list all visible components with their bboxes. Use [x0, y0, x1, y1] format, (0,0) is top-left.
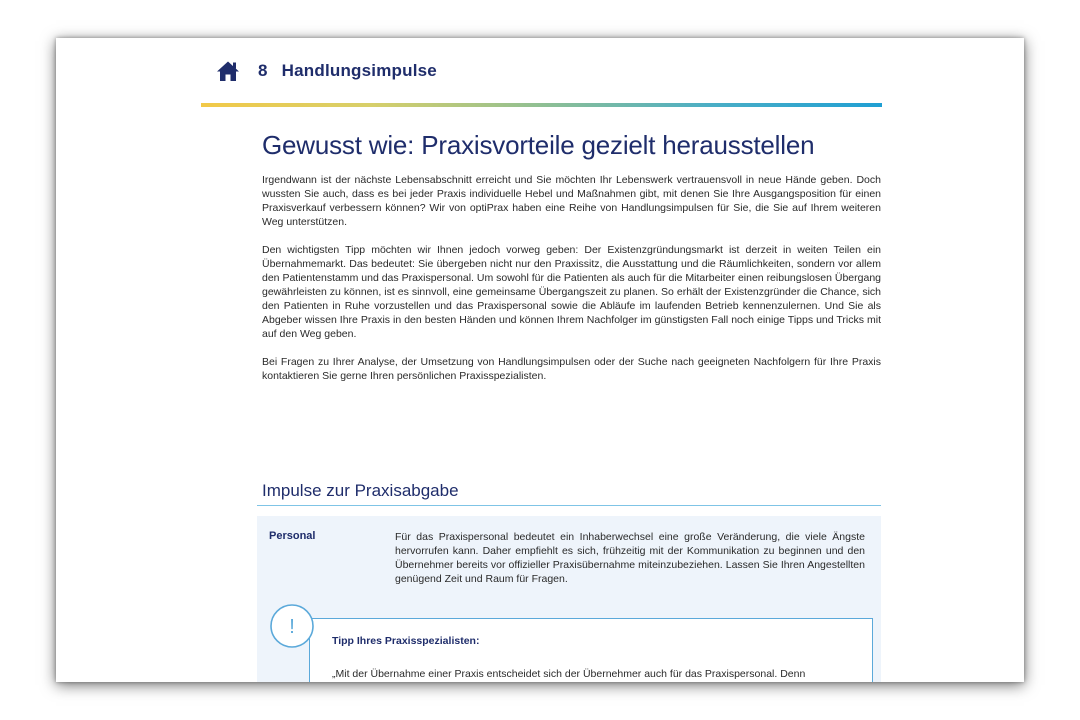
- chapter-number: 8: [258, 61, 268, 80]
- exclamation-mark: !: [289, 616, 295, 638]
- document-page: [56, 38, 1024, 682]
- exclamation-circle-icon: [269, 603, 315, 649]
- tip-box: [309, 618, 873, 682]
- page-title: Gewusst wie: Praxisvorteile gezielt herausstellen: [262, 130, 815, 160]
- intro-paragraph: Irgendwann ist der nächste Lebensabschnitt erreicht und Sie möchten Ihr Lebenswerk vertrauensvoll in neue Hände geben. Doch wussten Sie auch, dass es bei jeder Praxis individuelle Hebel und Maßnahmen gibt, mit denen Sie Ihre Ausgangsposition für einen Praxisverkauf verbessern können? Wir von optiPrax haben eine Reihe von Handlungsimpulsen für Sie, die Sie auf Ihrem weiteren Weg unterstützen.: [262, 174, 881, 229]
- section-title: Impulse zur Praxisabgabe: [262, 481, 459, 500]
- impulse-text: Für das Praxispersonal bedeutet ein Inhaberwechsel eine große Veränderung, die viele Ängste hervorrufen kann. Daher empfiehlt es sich, frühzeitig mit der Kommunikation zu beginnen und den Übernehmer bereits vor offizieller Praxisübernahme miteinzubeziehen. Lassen Sie Ihren Angestellten genügend Zeit und Raum für Fragen.: [395, 531, 865, 585]
- contact-paragraph: Bei Fragen zu Ihrer Analyse, der Umsetzung von Handlungsimpulsen oder der Suche nach geeigneten Nachfolgern für Ihre Praxis kontaktieren Sie gerne Ihren persönlichen Praxisspezialisten.: [262, 356, 881, 383]
- home-icon[interactable]: [216, 60, 240, 82]
- impulse-card: [257, 516, 881, 682]
- tip-title: Tipp Ihres Praxisspezialisten:: [332, 635, 480, 647]
- page-header: [216, 58, 437, 84]
- chapter-title: Handlungsimpulse: [281, 61, 437, 80]
- impulse-label: Personal: [269, 530, 316, 542]
- section-rule: [257, 505, 881, 506]
- main-content: [262, 130, 881, 383]
- tip-quote: „Mit der Übernahme einer Praxis entscheidet sich der Übernehmer auch für das Praxispersonal. Denn: [332, 668, 806, 680]
- header-gradient-rule: [201, 103, 882, 107]
- tip-paragraph: Den wichtigsten Tipp möchten wir Ihnen jedoch vorweg geben: Der Existenzgründungsmarkt ist derzeit in weiten Teilen ein Übernahmemarkt. Das bedeutet: Sie übergeben nicht nur den Praxissitz, die Ausstattung und die Räumlichkeiten, sondern vor allem den Patientenstamm und das Praxispersonal. Um sowohl für die Patienten als auch für die Mitarbeiter einen reibungslosen Übergang gewährleisten zu können, ist es sinnvoll, eine gemeinsame Übergangszeit zu planen. So erhält der Existenzgründer die Chance, sich den Patienten in Ruhe vorzustellen und das Praxispersonal sowie die Abläufe im laufenden Betrieb kennenzulernen. Und Sie als Abgeber wissen Ihre Praxis in den besten Händen und können Ihrem Nachfolger im günstigsten Fall noch einige Tipps und Tricks mit auf den Weg geben.: [262, 244, 881, 341]
